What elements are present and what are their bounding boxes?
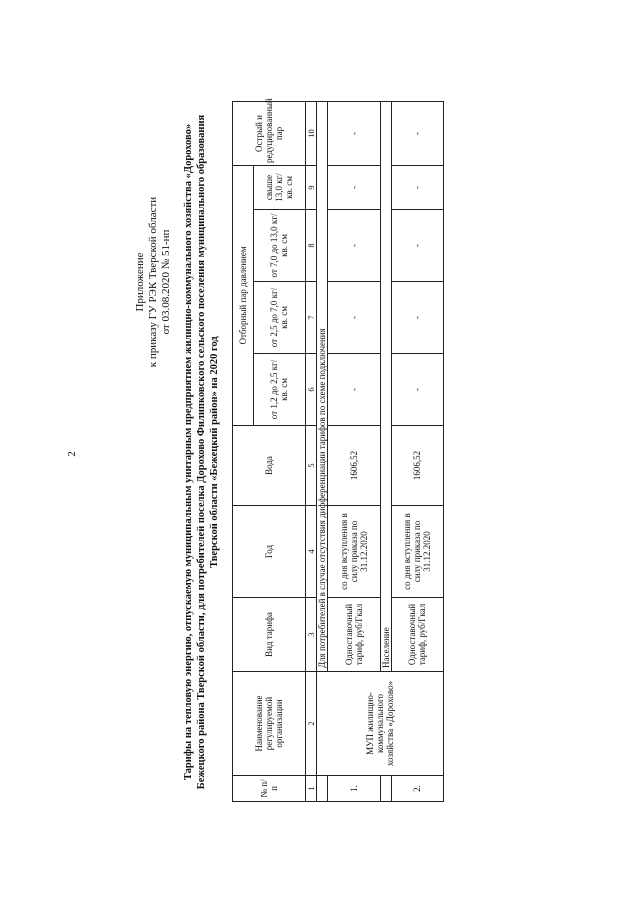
- header-tariff-type: Вид тарифа: [233, 598, 306, 672]
- steam-1-value: -: [391, 354, 443, 426]
- col-number: 9: [306, 165, 317, 209]
- title-line-1: Тарифы на тепловую энергию, отпускаемую муниципальным унитарным предприятием жилищно-коммунального хозяйства «Дорохово»: [183, 123, 194, 781]
- col-number: 3: [306, 598, 317, 672]
- header-steam-1: от 1,2 до 2,5 кг/кв. см: [253, 354, 305, 426]
- row-no: 2.: [391, 776, 443, 802]
- col-number: 4: [306, 506, 317, 598]
- sharp-steam-value: -: [328, 101, 380, 165]
- row-no: 1.: [328, 776, 380, 802]
- header-no: № п/п: [233, 776, 306, 802]
- header-steam-group: Отборный пар давлением: [233, 165, 254, 425]
- tariff-type: Одноставочный тариф, руб/Гкал: [391, 598, 443, 672]
- steam-4-value: -: [391, 165, 443, 209]
- col-number: 10: [306, 101, 317, 165]
- period: со дня вступления в силу приказа по 31.12.2020: [328, 506, 380, 598]
- tariff-type: Одноставочный тариф, руб/Гкал: [328, 598, 380, 672]
- tariff-table: [232, 98, 444, 802]
- steam-1-value: -: [328, 354, 380, 426]
- col-number: 1: [306, 776, 317, 802]
- page-number: 2: [66, 451, 78, 457]
- sharp-steam-value: -: [391, 101, 443, 165]
- section-label-2: Население: [380, 101, 391, 671]
- header-steam-2: от 2,5 до 7,0 кг/кв. см: [253, 282, 305, 354]
- steam-3-value: -: [328, 210, 380, 282]
- steam-4-value: -: [328, 165, 380, 209]
- header-steam-4: свыше 13,0 кг/кв. см: [253, 165, 305, 209]
- appendix-line-1: Приложение: [134, 252, 146, 312]
- section-label-1: Для потребителей в случае отсутствия дифференциации тарифов по схеме подключения: [317, 101, 328, 671]
- header-sharp-steam: Острый и редуцированный пар: [233, 101, 306, 165]
- header-row-1: [233, 101, 254, 801]
- section-no-cell: [317, 776, 328, 802]
- col-number: 5: [306, 426, 317, 506]
- steam-2-value: -: [328, 282, 380, 354]
- section-no-cell: [380, 776, 391, 802]
- col-number: 7: [306, 282, 317, 354]
- title-line-3: Тверской области «Бежецкий район» на 2020 год: [209, 336, 220, 568]
- header-org: Наименование регулируемой организации: [233, 672, 306, 776]
- steam-2-value: -: [391, 282, 443, 354]
- title-line-2: Бежецкого района Тверской области, для потребителей поселка Дорохово Филипковского сельского поселения муниципального образования: [196, 114, 207, 790]
- steam-3-value: -: [391, 210, 443, 282]
- col-number: 8: [306, 210, 317, 282]
- section-row-1: [317, 101, 328, 801]
- document-title: [182, 102, 221, 802]
- appendix-note: [134, 162, 173, 402]
- period: со дня вступления в силу приказа по 31.12.2020: [391, 506, 443, 598]
- rotated-sheet: [84, 98, 544, 802]
- header-year: Год: [233, 506, 306, 598]
- org-name: МУП жилищно-коммунального хозяйства «Дорохово»: [317, 672, 444, 776]
- header-water: Вода: [233, 426, 306, 506]
- water-value: 1606,52: [391, 426, 443, 506]
- appendix-line-2: к приказу ГУ РЭК Тверской области: [147, 196, 159, 368]
- col-number: 2: [306, 672, 317, 776]
- header-steam-3: от 7,0 до 13,0 кг/кв. см: [253, 210, 305, 282]
- water-value: 1606,52: [328, 426, 380, 506]
- column-numbers-row: [306, 101, 317, 801]
- col-number: 6: [306, 354, 317, 426]
- appendix-line-3: от 03.08.2020 № 51-нп: [160, 229, 172, 335]
